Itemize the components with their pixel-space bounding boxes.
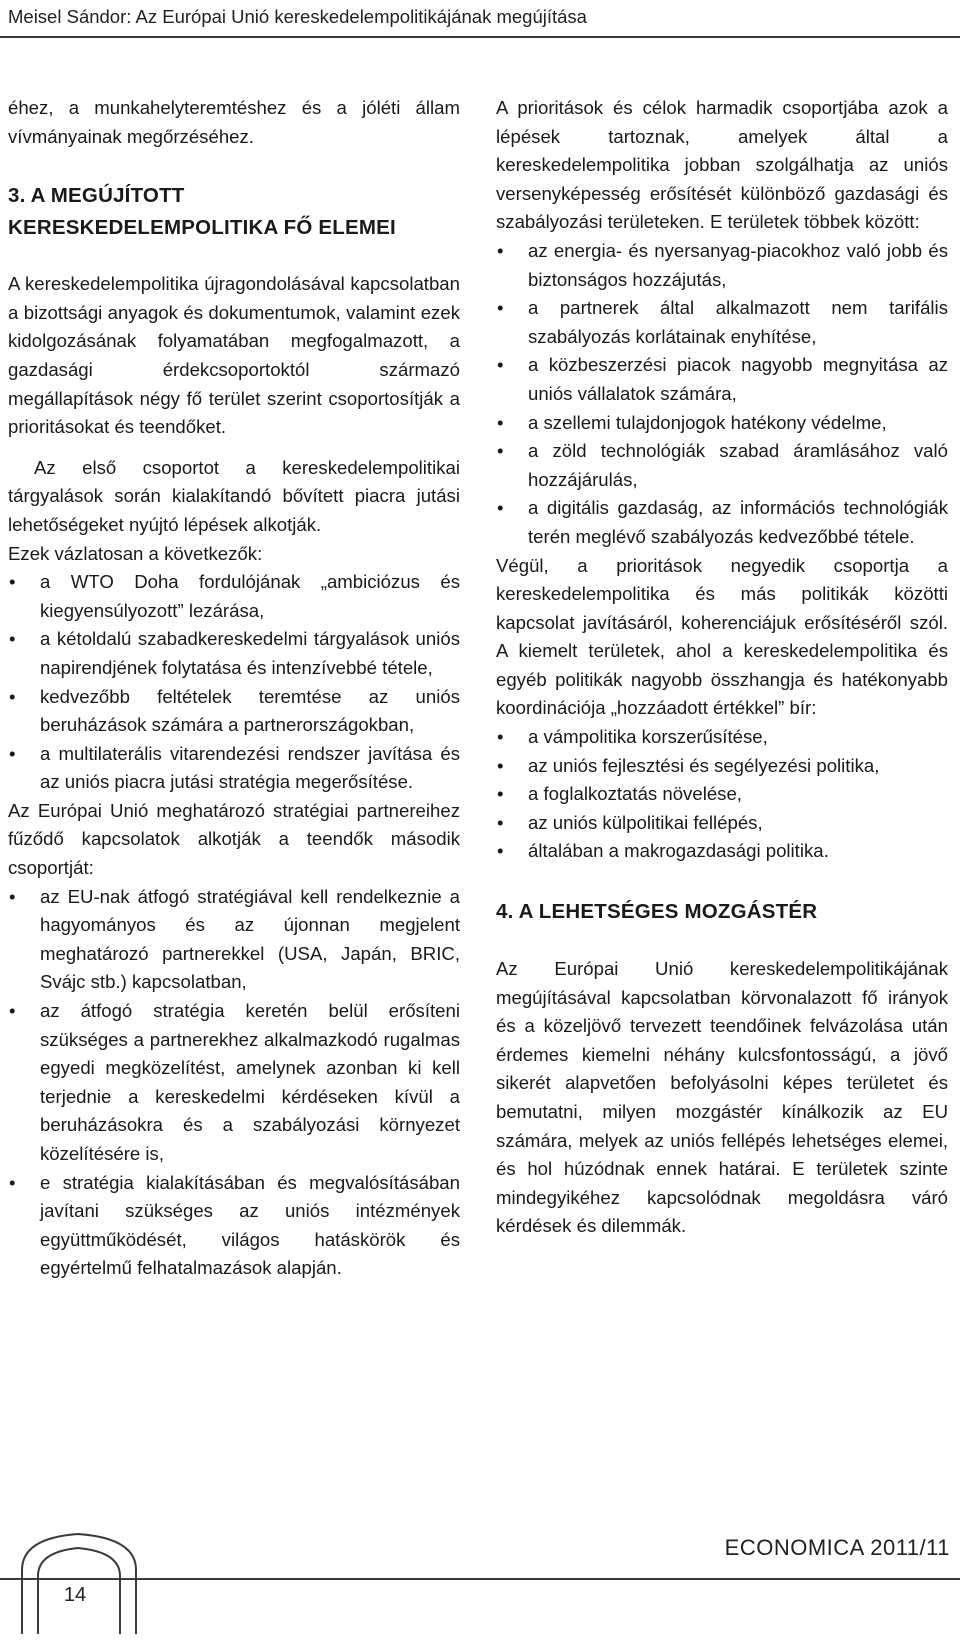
list-item: • a WTO Doha fordulójának „ambiciózus és kiegyensúlyozott” lezárása, bbox=[8, 568, 460, 625]
section-4-heading: 4. A LEHETSÉGES MOZGÁSTÉR bbox=[496, 900, 818, 924]
group3-list bbox=[496, 237, 948, 552]
list-item: • a kétoldalú szabadkereskedelmi tárgyalások uniós napirendjének folytatása és intenzívebbé tétele, bbox=[8, 625, 460, 682]
section-3-heading-line2: KERESKEDELEMPOLITIKA FŐ ELEMEI bbox=[8, 216, 396, 240]
section-4-paragraph: Az Európai Unió kereskedelempolitikájának megújításával kapcsolatban körvonalazott fő irányok és a közeljövő tervezett teendőinek felvázolása után érdemes kiemelni néhány kulcsfontosságú, a jövő sikerét alapvetően befolyásolni képes területet és bemutatni, milyen mozgástér kínálkozik az EU számára, melyek az uniós fellépés lehetséges elemei, és hol húzódnak ennek határai. E területek szinte mindegyikéhez kapcsolódnak megoldásra váró kérdések és dilemmák. bbox=[496, 958, 948, 1237]
bullet-icon: • bbox=[497, 411, 504, 433]
header-rule bbox=[0, 36, 960, 38]
list-item: • az átfogó stratégia keretén belül erősíteni szükséges a partnerekhez alkalmazkodó rugalmas egyedi megközelítést, amelynek azonban ki kell terjednie a kereskedelmi kérdéseken kívül a beruházásokra és a szabályozási környezet közelítésére is, bbox=[8, 997, 460, 1169]
bullet-icon: • bbox=[9, 685, 16, 707]
bullet-icon: • bbox=[497, 440, 504, 462]
opening-fragment: éhez, a munkahelyteremtéshez és a jóléti állam vívmányainak megőrzéséhez. bbox=[8, 97, 460, 147]
left-column bbox=[8, 94, 460, 1283]
list-item: • az uniós fejlesztési és segélyezési politika, bbox=[496, 752, 948, 781]
bullet-icon: • bbox=[497, 754, 504, 776]
list-item: • a multilaterális vitarendezési rendszer javítása és az uniós piacra jutási stratégia megerősítése. bbox=[8, 740, 460, 797]
bullet-icon: • bbox=[9, 1171, 16, 1193]
section-3-heading-line1: 3. A MEGÚJÍTOTT bbox=[8, 184, 185, 208]
group4-intro: Végül, a prioritások negyedik csoportja a kereskedelempolitika és más politikák közötti kapcsolat javításáról, koherenciájuk erősítéséről szól. A kiemelt területek, ahol a kereskedelempolitika és egyéb politikák nagyobb összhangja és hatékonyabb koordinációja „hozzáadott értékkel” bír: bbox=[496, 554, 948, 719]
list-item: • a közbeszerzési piacok nagyobb megnyitása az uniós vállalatok számára, bbox=[496, 351, 948, 408]
bullet-icon: • bbox=[497, 726, 504, 748]
bullet-icon: • bbox=[9, 885, 16, 907]
list-item: • az energia- és nyersanyag-piacokhoz való jobb és biztonságos hozzájutás, bbox=[496, 237, 948, 294]
bullet-icon: • bbox=[497, 297, 504, 319]
bullet-icon: • bbox=[497, 783, 504, 805]
bullet-icon: • bbox=[497, 354, 504, 376]
page-number: 14 bbox=[63, 1584, 87, 1606]
group2-list bbox=[8, 883, 460, 1283]
list-item: • az uniós külpolitikai fellépés, bbox=[496, 809, 948, 838]
list-item: • a szellemi tulajdonjogok hatékony védelme, bbox=[496, 409, 948, 438]
list-item: • kedvezőbb feltételek teremtése az uniós beruházások számára a partnerországokban, bbox=[8, 683, 460, 740]
list-item: • az EU-nak átfogó stratégiával kell rendelkeznie a hagyományos és az újonnan megjelent meghatározó partnerekkel (USA, Japán, BRIC, Svájc stb.) kapcsolatban, bbox=[8, 883, 460, 997]
list-item: • általában a makrogazdasági politika. bbox=[496, 837, 948, 866]
footer-rule bbox=[0, 1578, 960, 1580]
group2-intro: Az Európai Unió meghatározó stratégiai partnereihez fűződő kapcsolatok alkotják a teendők második csoportját: bbox=[8, 799, 460, 879]
group4-list bbox=[496, 723, 948, 866]
list-item: • a zöld technológiák szabad áramlásához való hozzájárulás, bbox=[496, 437, 948, 494]
group1-list bbox=[8, 568, 460, 797]
bullet-icon: • bbox=[9, 628, 16, 650]
bullet-icon: • bbox=[497, 840, 504, 862]
running-header: Meisel Sándor: Az Európai Unió kereskedelempolitikájának megújítása bbox=[8, 6, 587, 27]
page-badge-icon bbox=[10, 1530, 145, 1636]
group3-intro: A prioritások és célok harmadik csoportjába azok a lépések tartoznak, amelyek által a kereskedelempolitika jobban szolgálhatja az uniós versenyképesség erősítését különböző gazdasági és szabályozási területeken. E területek többek között: bbox=[496, 97, 948, 233]
list-item: • a vámpolitika korszerűsítése, bbox=[496, 723, 948, 752]
bullet-icon: • bbox=[497, 497, 504, 519]
intro-paragraph: A kereskedelempolitika újragondolásával kapcsolatban a bizottsági anyagok és dokumentumok, valamint ezek kidolgozásának folyamatában megfogalmazott, a gazdasági érdekcsoportoktól származó megállapítások négy fő terület szerint csoportosítják a prioritásokat és teendőket. bbox=[8, 273, 460, 438]
list-item: • a partnerek által alkalmazott nem tarifális szabályozás korlátainak enyhítése, bbox=[496, 294, 948, 351]
list-item: • a digitális gazdaság, az információs technológiák terén meglévő szabályozás kedvezőbbé tétele. bbox=[496, 494, 948, 551]
right-column bbox=[496, 94, 948, 1241]
bullet-icon: • bbox=[9, 1000, 16, 1022]
list-item: • a foglalkoztatás növelése, bbox=[496, 780, 948, 809]
bullet-icon: • bbox=[9, 742, 16, 764]
journal-name: ECONOMICA 2011/11 bbox=[724, 1535, 950, 1560]
bullet-icon: • bbox=[497, 239, 504, 261]
bullet-icon: • bbox=[9, 571, 16, 593]
bullet-icon: • bbox=[497, 811, 504, 833]
section-3-heading bbox=[8, 180, 460, 244]
group1-lead: Ezek vázlatosan a következők: bbox=[8, 542, 263, 564]
group1-intro: Az első csoportot a kereskedelempolitikai tárgyalások során kialakítandó bővített piacra jutási lehetőségeket nyújtó lépések alkotják. bbox=[8, 456, 460, 535]
list-item: • e stratégia kialakításában és megvalósításában javítani szükséges az uniós intézmények együttműködését, világos hatáskörök és egyértelmű felhatalmazások alapján. bbox=[8, 1169, 460, 1283]
